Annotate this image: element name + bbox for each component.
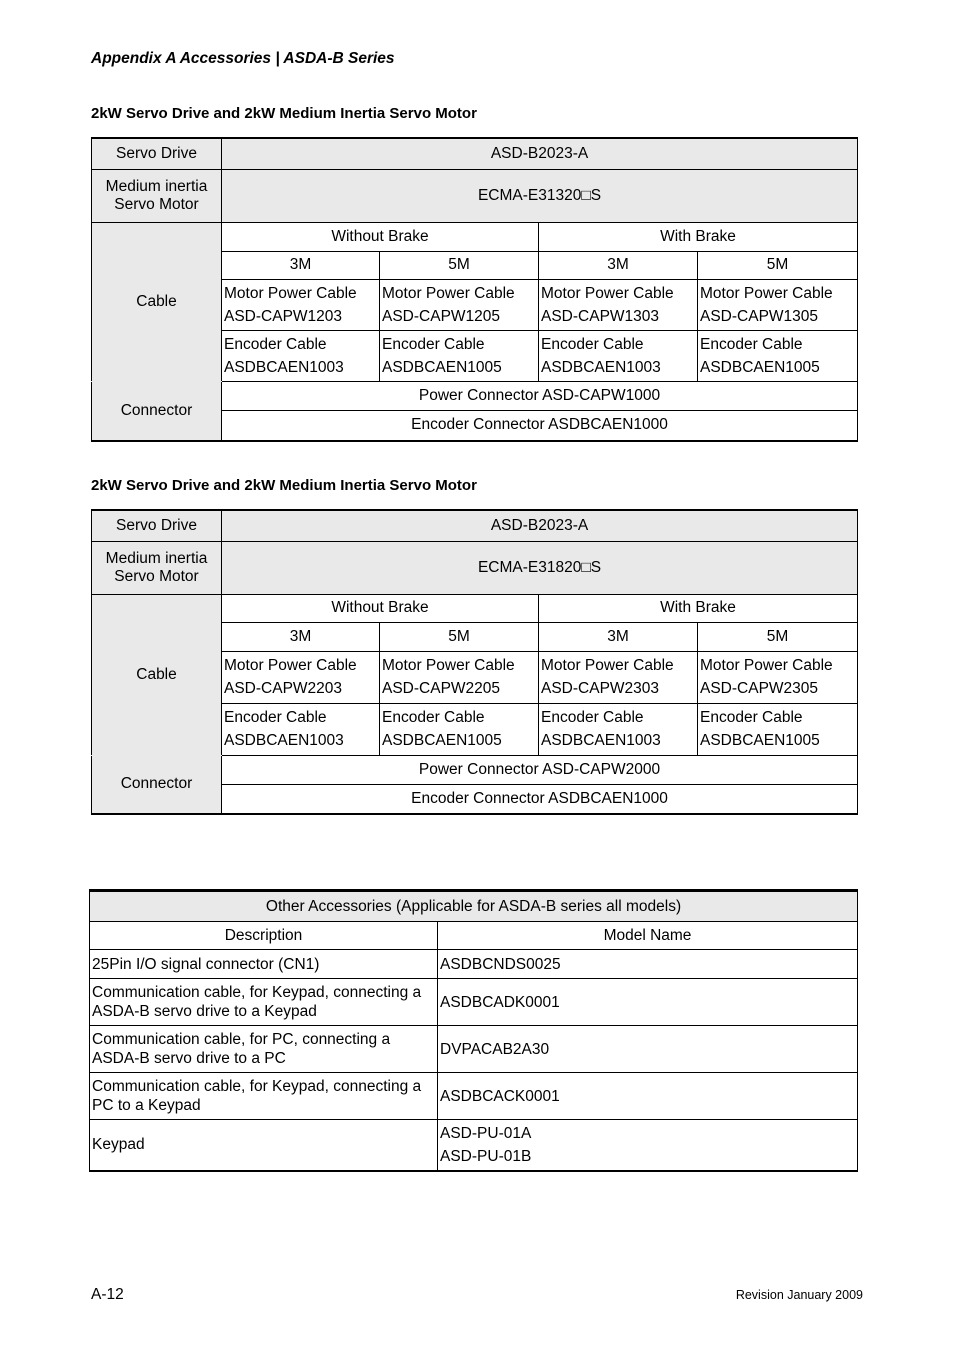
motor-model: ECMA-E31320□S [222,169,858,222]
accessories-table [89,889,858,1172]
power-cable-cell [380,279,539,330]
model-line: ASD-PU-01A [440,1124,532,1142]
length-cell: 3M [222,622,380,651]
cell-label: Motor Power Cable [382,284,515,302]
model-line: ASDBCADK0001 [440,993,560,1011]
power-cable-cell [539,651,698,703]
length-cell: 3M [539,622,698,651]
length-cell: 5M [698,251,858,279]
accessory-description [90,979,438,1026]
cell-label: Motor Power Cable [700,657,833,674]
power-connector: Power Connector ASD-CAPW2000 [222,755,858,784]
cell-label: Encoder Cable [382,335,485,353]
desc-line: Keypad [92,1136,145,1154]
accessory-model [438,979,858,1026]
servo-drive-label: Servo Drive [92,138,222,169]
connector-label: Connector [92,755,222,814]
power-cable-cell [222,651,380,703]
cell-label: Motor Power Cable [541,657,674,674]
cell-label: Motor Power Cable [224,657,357,674]
desc-line: Communication cable, for PC, connecting a [92,1031,391,1048]
col-model-header: Model Name [438,922,858,950]
page-header: Appendix A Accessories | ASDA-B Series [91,50,395,67]
cell-model: ASD-CAPW2303 [541,680,660,697]
cell-model: ASD-CAPW2205 [382,680,501,697]
length-cell: 3M [222,251,380,279]
cell-model: ASDBCAEN1003 [541,732,661,749]
encoder-connector: Encoder Connector ASDBCAEN1000 [222,410,858,441]
cell-model: ASD-CAPW1305 [700,307,819,325]
desc-line: ASDA-B servo drive to a PC [92,1050,286,1067]
motor-model: ECMA-E31820□S [222,541,858,594]
table-1-title: 2kW Servo Drive and 2kW Medium Inertia Servo Motor [91,105,477,122]
cell-model: ASDBCAEN1003 [224,358,344,376]
encoder-cable-cell [539,703,698,755]
desc-line: Communication cable, for Keypad, connecting a [92,984,422,1001]
cell-model: ASDBCAEN1003 [224,732,344,749]
accessory-description [90,1026,438,1073]
servo-drive-label: Servo Drive [92,510,222,541]
motor-label [92,169,222,222]
cell-model: ASD-CAPW1203 [224,307,343,325]
encoder-cable-cell [539,330,698,381]
accessory-model [438,1073,858,1120]
encoder-cable-cell [222,330,380,381]
motor-label [92,541,222,594]
cell-label: Encoder Cable [700,709,803,726]
connector-label: Connector [92,381,222,441]
servo-drive-model: ASD-B2023-A [222,510,858,541]
without-brake-header: Without Brake [222,222,539,251]
cell-label: Motor Power Cable [541,284,674,302]
encoder-connector: Encoder Connector ASDBCAEN1000 [222,784,858,814]
model-line: DVPACAB2A30 [440,1040,550,1058]
cell-label: Motor Power Cable [700,284,833,302]
length-cell: 3M [539,251,698,279]
motor-label-line-1: Medium inertia [105,177,208,195]
desc-line: 25Pin I/O signal connector (CN1) [92,955,320,973]
accessory-model [438,950,858,979]
power-cable-cell [380,651,539,703]
cell-model: ASDBCAEN1005 [700,358,820,376]
power-cable-cell [222,279,380,330]
cell-label: Encoder Cable [541,335,644,353]
cell-label: Encoder Cable [382,709,485,726]
encoder-cable-cell [380,703,539,755]
motor-label-line-1: Medium inertia [105,549,208,567]
model-line: ASDBCACK0001 [440,1087,560,1105]
cell-model: ASD-CAPW2305 [700,680,819,697]
revision-note: Revision January 2009 [735,1288,863,1302]
cell-label: Motor Power Cable [382,657,515,674]
cell-label: Encoder Cable [224,709,327,726]
accessory-description [90,950,438,979]
without-brake-header: Without Brake [222,594,539,622]
motor-label-line-2: Servo Motor [114,567,199,585]
length-cell: 5M [380,622,539,651]
cell-model: ASD-CAPW1303 [541,307,660,325]
cable-label: Cable [92,222,222,381]
power-connector: Power Connector ASD-CAPW1000 [222,381,858,410]
model-line: ASDBCNDS0025 [440,955,561,973]
servo-drive-model: ASD-B2023-A [222,138,858,169]
desc-line: ASDA-B servo drive to a Keypad [92,1003,317,1020]
length-cell: 5M [380,251,539,279]
cable-label: Cable [92,594,222,755]
page-number: A-12 [91,1286,124,1303]
accessory-description [90,1120,438,1171]
encoder-cable-cell [698,330,858,381]
desc-line: Communication cable, for Keypad, connecting a [92,1078,422,1095]
cell-label: Encoder Cable [700,335,803,353]
table-2-title: 2kW Servo Drive and 2kW Medium Inertia Servo Motor [91,477,477,494]
power-cable-cell [698,279,858,330]
with-brake-header: With Brake [539,222,858,251]
accessory-model [438,1120,858,1171]
cell-label: Encoder Cable [541,709,644,726]
length-cell: 5M [698,622,858,651]
accessory-model [438,1026,858,1073]
cell-model: ASD-CAPW1205 [382,307,501,325]
encoder-cable-cell [380,330,539,381]
cell-label: Encoder Cable [224,335,327,353]
encoder-cable-cell [698,703,858,755]
col-description-header: Description [90,922,438,950]
accessories-title: Other Accessories (Applicable for ASDA-B series all models) [90,891,858,922]
cell-model: ASDBCAEN1003 [541,358,661,376]
power-cable-cell [698,651,858,703]
motor-label-line-2: Servo Motor [114,195,199,213]
model-line: ASD-PU-01B [440,1147,532,1165]
desc-line: PC to a Keypad [92,1097,201,1114]
combo-table-1 [91,137,858,442]
cell-model: ASDBCAEN1005 [382,732,502,749]
cell-model: ASDBCAEN1005 [382,358,502,376]
cell-model: ASD-CAPW2203 [224,680,343,697]
power-cable-cell [539,279,698,330]
cell-label: Motor Power Cable [224,284,357,302]
encoder-cable-cell [222,703,380,755]
cell-model: ASDBCAEN1005 [700,732,820,749]
accessory-description [90,1073,438,1120]
with-brake-header: With Brake [539,594,858,622]
combo-table-2 [91,509,858,815]
